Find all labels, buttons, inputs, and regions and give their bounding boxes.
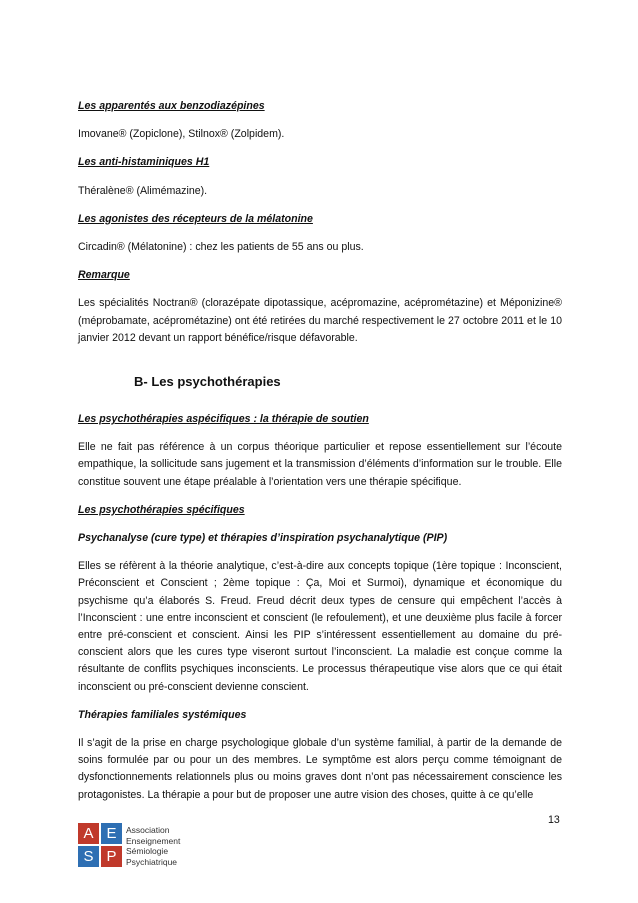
benzodiazepine-related-drugs: Imovane® (Zopiclone), Stilnox® (Zolpidem). — [78, 128, 285, 141]
heading-melatonin-agonists: Les agonistes des récepteurs de la mélatonine — [78, 212, 313, 225]
heading-specific-psychotherapies: Les psychothérapies spécifiques — [78, 503, 245, 516]
logo-letter-p: P — [101, 846, 122, 867]
logo-line-0: Association — [126, 825, 170, 835]
logo-letter-s: S — [78, 846, 99, 867]
remark-paragraph: Les spécialités Noctran® (clorazépate dipotassique, acépromazine, acéprométazine) et Méponizine® (méprobamate, acéprométazine) ont été retirées du marché respectivement le 27 octobre 2011 et le 10 janvier 2012 devant un rapport bénéfice/risque défavorable. — [78, 297, 562, 344]
logo-letter-grid — [78, 823, 122, 867]
psychoanalysis-paragraph: Elles se réfèrent à la théorie analytique, c’est-à-dire aux concepts topique (1ère topique : Inconscient, Préconscient et Conscient ; 2ème topique : Ça, Moi et Surmoi), dynamique et économique du psychisme qu’a élaborés S. Freud. Freud décrit deux types de censure qui empêchent l’accès à l’Inconscient : une entre inconscient et conscient (le refoulement), et une deuxième plus facile à forcer entre pré-conscient et conscient. Ainsi les PIP s’intéressent essentiellement au domaine du pré-conscient alors que les cures type viseront surtout l’inconscient. La maladie est conçue comme la résultante de conflits psychiques inconscients. Le processus thérapeutique vise alors que ce qui était inconscient ou pré-conscient devienne conscient. — [78, 560, 562, 693]
logo-line-3: Psychiatrique — [126, 856, 178, 867]
heading-remark: Remarque — [78, 269, 130, 282]
melatonin-drugs: Circadin® (Mélatonine) : chez les patients de 55 ans ou plus. — [78, 241, 364, 254]
heading-family-systemic: Thérapies familiales systémiques — [78, 708, 247, 721]
heading-antihistamines: Les anti-histaminiques H1 — [78, 156, 210, 169]
heading-benzodiazepine-related: Les apparentés aux benzodiazépines — [78, 100, 265, 112]
page-number: 13 — [548, 814, 560, 826]
family-therapy-paragraph: Il s’agit de la prise en charge psychologique globale d’un système familial, à partir de la demande de soins formulée par ou pour un des membres. Le symptôme est alors perçu comme témoignant de dysfonctionnements relationnels plus ou moins graves dont n’ont pas nécessairement conscience les protagonistes. La thérapie a pour but de proposer une autre vision des choses, quitte à ce qu’elle — [78, 737, 562, 801]
logo-line-1: Enseignement — [126, 835, 181, 846]
aesp-logo — [78, 823, 198, 873]
heading-psychoanalysis: Psychanalyse (cure type) et thérapies d’inspiration psychanalytique (PIP) — [78, 532, 448, 545]
section-title-psychotherapies: B- Les psychothérapies — [134, 374, 281, 390]
logo-line-2: Sémiologie — [126, 846, 169, 856]
antihistamine-drugs: Théralène® (Alimémazine). — [78, 184, 208, 197]
heading-nonspecific-psychotherapies: Les psychothérapies aspécifiques : la thérapie de soutien — [78, 413, 369, 426]
logo-letter-a: A — [78, 823, 99, 844]
supportive-therapy-paragraph: Elle ne fait pas référence à un corpus théorique particulier et repose essentiellement sur l’écoute empathique, la sollicitude sans jugement et la transmission d’éléments d’information sur le trouble. Elle constitue souvent une étape préalable à l’orientation vers une thérapie spécifique. — [78, 441, 562, 488]
page-body — [78, 98, 562, 815]
logo-letter-e: E — [101, 823, 122, 844]
logo-text — [126, 825, 180, 867]
